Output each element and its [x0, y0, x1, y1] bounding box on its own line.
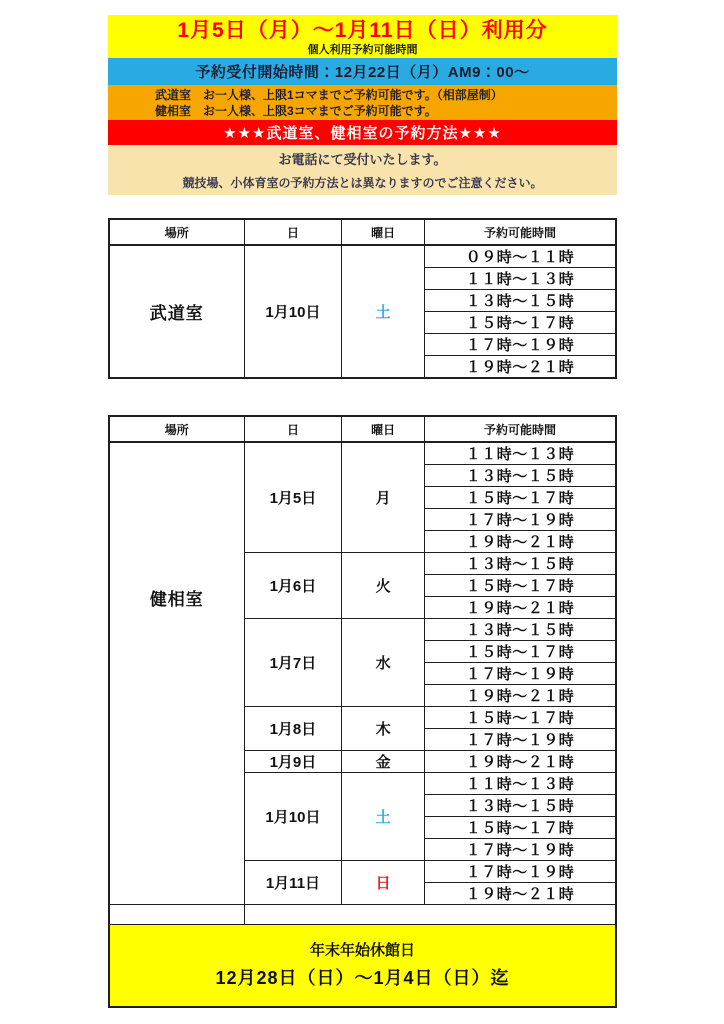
time-slot-cell: １９時～２１時 — [424, 685, 616, 707]
time-slot-cell: １５時～１７時 — [424, 707, 616, 729]
closure-dates: 12月28日（日）～1月4日（日）迄 — [215, 968, 510, 989]
time-slot-cell: １３時～１５時 — [424, 553, 616, 575]
time-slot-cell: １５時～１７時 — [424, 641, 616, 663]
page-title: 1月5日（月）～1月11日（日）利用分 — [177, 19, 548, 42]
time-slot-cell: １５時～１７時 — [424, 487, 616, 509]
time-slot-cell: １７時～１９時 — [424, 334, 616, 356]
spacer-cell-rest — [244, 905, 616, 925]
phone-note: お電話にて受付いたします。 — [278, 152, 447, 167]
rule-kensoushitsu: 健相室 お一人様、上限3コマまでご予約可能です。 — [155, 104, 437, 118]
time-slot-cell: １７時～１９時 — [424, 861, 616, 883]
kensoushitsu-schedule-table — [108, 415, 617, 1008]
column-header-day: 曜日 — [342, 416, 425, 442]
closure-footer-cell — [109, 925, 616, 1007]
closure-title: 年末年始休館日 — [309, 942, 415, 960]
spacer-row — [109, 905, 616, 925]
place-cell: 健相室 — [109, 442, 244, 905]
time-slot-cell: １１時～１３時 — [424, 442, 616, 465]
time-slot-cell: １３時～１５時 — [424, 619, 616, 641]
time-slot-cell: １３時～１５時 — [424, 795, 616, 817]
time-slot-cell: １７時～１９時 — [424, 729, 616, 751]
reservation-start-banner — [108, 58, 617, 85]
date-cell: 1月10日 — [244, 773, 342, 861]
time-slot-cell: １７時～１９時 — [424, 663, 616, 685]
day-cell: 金 — [342, 751, 425, 773]
place-cell: 武道室 — [109, 245, 244, 378]
time-slot-cell: ０９時～１１時 — [424, 245, 616, 268]
time-slot-cell: １５時～１７時 — [424, 575, 616, 597]
method-banner — [108, 120, 617, 145]
day-cell: 火 — [342, 553, 425, 619]
rule-budoushitsu: 武道室 お一人様、上限1コマまでご予約可能です。（相部屋制） — [155, 88, 503, 102]
day-cell: 日 — [342, 861, 425, 905]
day-cell: 木 — [342, 707, 425, 751]
date-cell: 1月9日 — [244, 751, 342, 773]
time-slot-cell: １１時～１３時 — [424, 773, 616, 795]
time-slot-cell: １９時～２１時 — [424, 883, 616, 905]
column-header-day: 曜日 — [342, 219, 425, 245]
spacer-cell-place — [109, 905, 244, 925]
budoushitsu-schedule-table — [108, 218, 617, 379]
date-cell: 1月8日 — [244, 707, 342, 751]
schedule-row — [109, 245, 616, 268]
date-cell: 1月5日 — [244, 442, 342, 553]
schedule-header-row — [109, 416, 616, 442]
column-header-place: 場所 — [109, 416, 244, 442]
date-cell: 1月11日 — [244, 861, 342, 905]
schedule-header-row — [109, 219, 616, 245]
page-subtitle: 個人利用予約可能時間 — [307, 44, 418, 56]
header-banner — [108, 15, 617, 58]
time-slot-cell: １９時～２１時 — [424, 356, 616, 379]
column-header-place: 場所 — [109, 219, 244, 245]
day-cell: 月 — [342, 442, 425, 553]
notes-banner — [108, 145, 617, 195]
rules-banner — [108, 85, 617, 120]
time-slot-cell: １９時～２１時 — [424, 597, 616, 619]
caution-note: 競技場、小体育室の予約方法とは異なりますのでご注意ください。 — [182, 176, 543, 190]
schedule-row — [109, 442, 616, 465]
time-slot-cell: １７時～１９時 — [424, 509, 616, 531]
date-cell: 1月6日 — [244, 553, 342, 619]
time-slot-cell: １５時～１７時 — [424, 817, 616, 839]
notice-sheet — [108, 15, 617, 1008]
time-slot-cell: １３時～１５時 — [424, 290, 616, 312]
reservation-start-text: 予約受付開始時間：12月22日（月）AM9：00～ — [195, 64, 530, 81]
column-header-date: 日 — [244, 219, 342, 245]
time-slot-cell: １９時～２１時 — [424, 531, 616, 553]
day-cell: 土 — [342, 245, 425, 378]
time-slot-cell: １１時～１３時 — [424, 268, 616, 290]
day-cell: 土 — [342, 773, 425, 861]
column-header-times: 予約可能時間 — [424, 416, 616, 442]
date-cell: 1月10日 — [244, 245, 342, 378]
time-slot-cell: １５時～１７時 — [424, 312, 616, 334]
time-slot-cell: １９時～２１時 — [424, 751, 616, 773]
day-cell: 水 — [342, 619, 425, 707]
column-header-date: 日 — [244, 416, 342, 442]
column-header-times: 予約可能時間 — [424, 219, 616, 245]
time-slot-cell: １７時～１９時 — [424, 839, 616, 861]
closure-row — [109, 925, 616, 1007]
date-cell: 1月7日 — [244, 619, 342, 707]
method-banner-text: ★★★武道室、健相室の予約方法★★★ — [223, 125, 502, 142]
time-slot-cell: １３時～１５時 — [424, 465, 616, 487]
